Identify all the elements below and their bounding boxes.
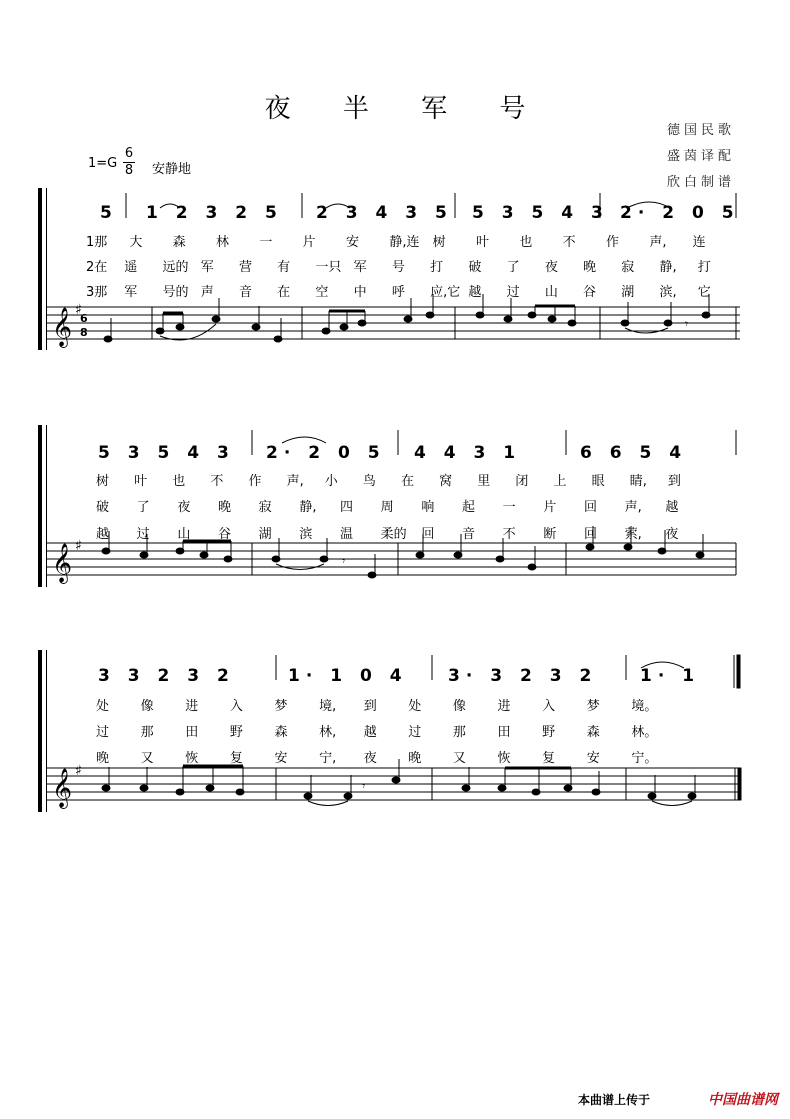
lyric-syllable: 森 [274, 725, 288, 740]
time-top: 6 [124, 146, 134, 161]
lyric-syllable: 应,它 [430, 285, 461, 300]
numbered-notation-measure: 5 3 5 4 3 [98, 443, 235, 463]
numbered-notation-measure: 5 [100, 203, 118, 223]
lyric-syllable: 军 [124, 285, 138, 300]
lyric-syllable: 林, [319, 725, 337, 740]
lyric-syllable: 宁, [319, 751, 337, 766]
lyric-syllable: 晚 [408, 751, 422, 766]
lyric-syllable: 宁。 [631, 751, 658, 766]
lyric-syllable: 响 [421, 500, 435, 515]
lyric-syllable: 山 [177, 527, 191, 542]
lyric-syllable: 作 [248, 474, 262, 489]
lyric-syllable: 越 [665, 500, 679, 515]
lyric-syllable: 入 [229, 699, 243, 714]
lyric-syllable: 恢 [185, 751, 199, 766]
lyric-syllable: 回 [421, 527, 435, 542]
tempo-marking: 安静地 [152, 162, 192, 177]
lyric-syllable: 小 [324, 474, 338, 489]
upload-text: 本曲谱上传于 [578, 1093, 651, 1107]
lyric-syllable: 寂 [621, 260, 635, 275]
lyric-syllable: 滨, [659, 285, 677, 300]
lyric-syllable: 安 [346, 235, 360, 250]
lyric-syllable: 温 [340, 527, 354, 542]
lyric-syllable: 萦, [624, 527, 642, 542]
lyric-syllable: 遥 [124, 260, 138, 275]
site-logo: 中国曲谱网 [708, 1092, 778, 1108]
lyric-syllable: 夜 [363, 751, 377, 766]
lyric-syllable: 声, [649, 235, 667, 250]
key-signature [88, 146, 218, 186]
lyric-syllable: 它 [697, 285, 711, 300]
lyric-syllable: 营 [238, 260, 252, 275]
staff-3 [0, 650, 790, 820]
lyric-syllable: 上 [553, 474, 567, 489]
key-text: 1=G [88, 156, 118, 171]
numbered-notation-measure: 4 4 3 1 [414, 443, 522, 463]
lyric-syllable: 像 [140, 699, 154, 714]
lyric-syllable: 像 [452, 699, 466, 714]
lyric-syllable: 湖 [621, 285, 635, 300]
lyric-syllable: 湖 [258, 527, 272, 542]
lyric-syllable: 柔的 [380, 527, 407, 542]
lyric-syllable: 断 [543, 527, 557, 542]
lyric-syllable: 军 [200, 260, 214, 275]
lyric-syllable: 了 [506, 260, 520, 275]
lyric-syllable: 夜 [665, 527, 679, 542]
numbered-notation-measure: 5 3 5 4 3 [472, 203, 609, 223]
lyric-syllable: 又 [140, 751, 154, 766]
lyric-syllable: 声 [200, 285, 214, 300]
lyric-syllable: 梦 [274, 699, 288, 714]
lyric-syllable: 起 [462, 500, 476, 515]
lyric-syllable: 森 [586, 725, 600, 740]
lyric-syllable: 打 [430, 260, 444, 275]
lyric-syllable: 四 [340, 500, 354, 515]
lyric-syllable: 林。 [631, 725, 658, 740]
lyric-syllable: 进 [185, 699, 199, 714]
lyric-syllable: 破 [468, 260, 482, 275]
credit-translator: 盛茵译配 [666, 149, 735, 164]
lyric-syllable: 滨 [299, 527, 313, 542]
lyric-syllable: 在 [401, 474, 415, 489]
lyric-syllable: 田 [497, 725, 511, 740]
lyric-syllable: 野 [229, 725, 243, 740]
svg-text:𝄾: 𝄾 [685, 317, 689, 331]
lyric-syllable: 号的 [162, 285, 189, 300]
lyric-syllable: 过 [506, 285, 520, 300]
lyric-syllable: 到 [667, 474, 681, 489]
lyric-syllable: 不 [502, 527, 516, 542]
lyric-syllable: 在 [277, 285, 291, 300]
svg-text:♯: ♯ [75, 538, 82, 554]
numbered-notation-measure: 1· 1 0 4 [288, 666, 408, 686]
lyric-syllable: 过 [136, 527, 150, 542]
lyric-syllable: 叶 [476, 235, 490, 250]
lyric-syllable: 静,连 [389, 235, 420, 250]
lyric-syllable: 回 [584, 500, 598, 515]
lyric-syllable: 眼 [591, 474, 605, 489]
lyric-syllable: 打 [697, 260, 711, 275]
lyric-syllable: 越 [96, 527, 110, 542]
numbered-notation-measure: 2· 2 0 5 [620, 203, 740, 223]
lyric-syllable: 寂 [258, 500, 272, 515]
credits [615, 118, 735, 196]
lyric-syllable: 片 [302, 235, 316, 250]
numbered-notation-measure: 2 3 4 3 5 [316, 203, 453, 223]
lyric-syllable: 音 [238, 285, 252, 300]
lyric-syllable: 那 [140, 725, 154, 740]
lyric-syllable: 号 [391, 260, 405, 275]
numbered-notation-measure: 3· 3 2 3 2 [448, 666, 598, 686]
lyric-syllable: 晚 [218, 500, 232, 515]
lyric-syllable: 也 [172, 474, 186, 489]
lyric-syllable: 入 [542, 699, 556, 714]
lyric-syllable: 越 [468, 285, 482, 300]
lyric-syllable: 窝 [439, 474, 453, 489]
lyric-syllable: 到 [363, 699, 377, 714]
lyric-syllable: 鸟 [362, 474, 376, 489]
numbered-notation-measure: 1· 1 [640, 666, 701, 686]
lyric-syllable: 闭 [515, 474, 529, 489]
lyric-syllable: 3那 [86, 285, 108, 300]
lyric-syllable: 不 [562, 235, 576, 250]
lyric-syllable: 处 [96, 699, 110, 714]
lyric-syllable: 叶 [134, 474, 148, 489]
lyric-syllable: 野 [542, 725, 556, 740]
lyric-syllable: 复 [542, 751, 556, 766]
lyric-syllable: 那 [452, 725, 466, 740]
svg-text:♯: ♯ [75, 302, 82, 318]
lyric-syllable: 静, [299, 500, 317, 515]
site-footer [578, 1089, 778, 1109]
lyric-syllable: 呼 [391, 285, 405, 300]
lyric-syllable: 片 [543, 500, 557, 515]
lyric-syllable: 谷 [218, 527, 232, 542]
score-system-2 [0, 425, 790, 595]
lyric-syllable: 回 [584, 527, 598, 542]
credit-origin: 德国民歌 [666, 123, 735, 138]
lyric-syllable: 连 [692, 235, 706, 250]
lyric-syllable: 复 [229, 751, 243, 766]
lyric-syllable: 音 [462, 527, 476, 542]
numbered-notation-measure: 6 6 5 4 [580, 443, 688, 463]
svg-text:𝄾: 𝄾 [342, 554, 346, 568]
lyric-syllable: 谷 [583, 285, 597, 300]
lyric-syllable: 夜 [544, 260, 558, 275]
lyric-syllable: 过 [96, 725, 110, 740]
lyric-syllable: 空 [315, 285, 329, 300]
svg-text:𝄞: 𝄞 [52, 768, 73, 808]
time-bottom: 8 [124, 163, 134, 178]
lyric-syllable: 又 [452, 751, 466, 766]
svg-text:8: 8 [80, 326, 88, 339]
lyric-syllable: 睛, [629, 474, 647, 489]
staff-1 [0, 188, 790, 358]
lyric-syllable: 大 [129, 235, 143, 250]
svg-text:𝄾: 𝄾 [362, 779, 366, 793]
lyric-syllable: 1那 [86, 235, 108, 250]
svg-text:𝄞: 𝄞 [52, 307, 73, 347]
lyric-syllable: 树 [96, 474, 110, 489]
numbered-notation-measure: 2· 2 0 5 [266, 443, 386, 463]
lyric-syllable: 林 [216, 235, 230, 250]
lyric-syllable: 不 [210, 474, 224, 489]
lyric-syllable: 夜 [177, 500, 191, 515]
lyric-syllable: 声, [286, 474, 304, 489]
lyric-syllable: 作 [606, 235, 620, 250]
lyric-syllable: 声, [624, 500, 642, 515]
staff-2 [0, 425, 790, 595]
svg-text:𝄞: 𝄞 [52, 543, 73, 583]
lyric-syllable: 安 [586, 751, 600, 766]
lyric-syllable: 里 [477, 474, 491, 489]
lyric-syllable: 也 [519, 235, 533, 250]
numbered-notation-measure: 3 3 2 3 2 [98, 666, 235, 686]
lyric-syllable: 周 [380, 500, 394, 515]
lyric-syllable: 晚 [583, 260, 597, 275]
lyric-syllable: 破 [96, 500, 110, 515]
score-system-3 [0, 650, 790, 820]
lyric-syllable: 境, [319, 699, 337, 714]
lyric-syllable: 境。 [631, 699, 658, 714]
score-system-1 [0, 188, 790, 358]
lyric-syllable: 一 [259, 235, 273, 250]
lyric-syllable: 一 [502, 500, 516, 515]
numbered-notation-measure: 1 2 3 2 5 [146, 203, 283, 223]
lyric-syllable: 处 [408, 699, 422, 714]
lyric-syllable: 晚 [96, 751, 110, 766]
lyric-syllable: 恢 [497, 751, 511, 766]
lyric-syllable: 森 [172, 235, 186, 250]
lyric-syllable: 山 [544, 285, 558, 300]
lyric-syllable: 梦 [586, 699, 600, 714]
lyric-syllable: 进 [497, 699, 511, 714]
lyric-syllable: 2在 [86, 260, 108, 275]
lyric-syllable: 有 [277, 260, 291, 275]
lyric-syllable: 越 [363, 725, 377, 740]
credit-transcriber: 欣白制谱 [666, 175, 735, 190]
lyric-syllable: 远的 [162, 260, 189, 275]
lyric-syllable: 树 [432, 235, 446, 250]
lyric-syllable: 静, [659, 260, 677, 275]
time-signature [122, 146, 136, 179]
lyric-syllable: 安 [274, 751, 288, 766]
lyric-syllable: 了 [136, 500, 150, 515]
lyric-syllable: 一只 [315, 260, 342, 275]
lyric-syllable: 军 [353, 260, 367, 275]
lyric-syllable: 过 [408, 725, 422, 740]
svg-text:6: 6 [80, 312, 88, 325]
svg-text:♯: ♯ [75, 763, 82, 779]
lyric-syllable: 田 [185, 725, 199, 740]
song-title: 夜 半 军 号 [264, 94, 548, 124]
lyric-syllable: 中 [353, 285, 367, 300]
